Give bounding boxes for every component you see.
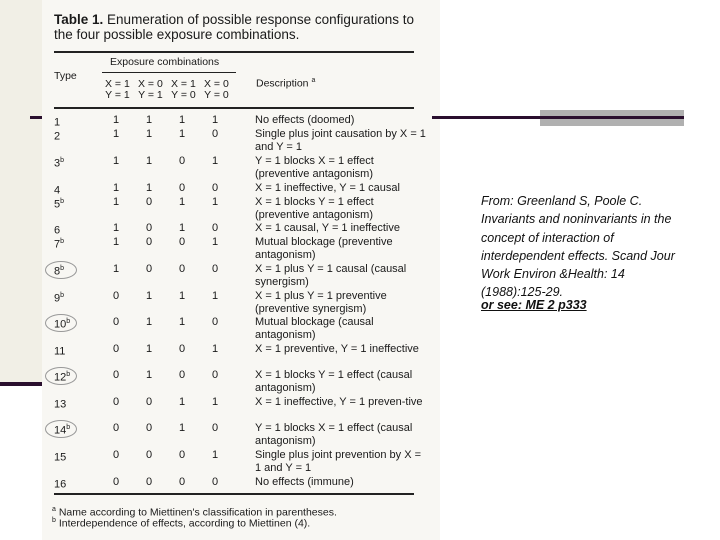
row-description: Single plus joint prevention by X = 1 and Y = 1 xyxy=(255,449,422,474)
row-value: 0 xyxy=(113,476,120,488)
row-value: 1 xyxy=(146,369,153,381)
row-value: 1 xyxy=(113,236,120,248)
row-value: 1 xyxy=(179,114,186,126)
row-value: 0 xyxy=(179,343,186,355)
header-description: Description $^a$ xyxy=(256,77,316,90)
row-value: 1 xyxy=(146,316,153,328)
row-value: 1 xyxy=(212,196,219,208)
row-value: 0 xyxy=(146,263,153,275)
footnote: $^a$ Name according to Miettinen's classification in parentheses. xyxy=(52,506,337,519)
row-value: 0 xyxy=(212,222,219,234)
row-description: X = 1 plus Y = 1 preventive (preventive synergism) xyxy=(255,290,387,315)
row-description: X = 1 ineffective, Y = 1 causal xyxy=(255,182,400,194)
row-value: 1 xyxy=(179,196,186,208)
row-value: 0 xyxy=(212,263,219,275)
row-value: 0 xyxy=(146,236,153,248)
header-group-rule xyxy=(102,72,236,73)
row-type: 16 xyxy=(54,478,67,491)
header-type: Type xyxy=(54,70,77,82)
row-value: 0 xyxy=(113,316,120,328)
row-value: 0 xyxy=(113,449,120,461)
row-type: 3$^b$ xyxy=(54,157,65,170)
row-type: 12$^b$ xyxy=(54,371,71,384)
row-type: 8$^b$ xyxy=(54,265,65,278)
row-value: 0 xyxy=(146,422,153,434)
row-value: 0 xyxy=(212,128,219,140)
row-description: X = 1 causal, Y = 1 ineffective xyxy=(255,222,400,234)
row-value: 1 xyxy=(146,155,153,167)
header-exposure-combinations: Exposure combinations xyxy=(110,56,220,68)
table-top-rule xyxy=(54,51,414,53)
row-value: 1 xyxy=(113,155,120,167)
row-type: 4 xyxy=(54,184,61,197)
row-value: 0 xyxy=(179,263,186,275)
row-value: 1 xyxy=(146,343,153,355)
row-description: X = 1 plus Y = 1 causal (causal synergism) xyxy=(255,263,407,288)
row-type: 13 xyxy=(54,398,67,411)
row-description: Single plus joint causation by X = 1 and Y = 1 xyxy=(255,128,426,153)
row-value: 0 xyxy=(179,476,186,488)
row-value: 1 xyxy=(113,196,120,208)
row-value: 0 xyxy=(113,369,120,381)
row-type: 1 xyxy=(54,116,61,129)
row-type: 6 xyxy=(54,224,61,237)
row-type: 2 xyxy=(54,130,61,143)
row-description: No effects (doomed) xyxy=(255,114,355,126)
row-value: 1 xyxy=(212,114,219,126)
divider-right xyxy=(432,116,684,119)
divider-left xyxy=(30,116,42,119)
row-type: 5$^b$ xyxy=(54,198,65,211)
scanned-table xyxy=(42,0,440,540)
row-value: 1 xyxy=(113,114,120,126)
row-value: 1 xyxy=(179,396,186,408)
row-value: 1 xyxy=(179,290,186,302)
row-value: 1 xyxy=(179,422,186,434)
table-header-rule xyxy=(54,107,414,109)
row-value: 1 xyxy=(113,263,120,275)
row-value: 1 xyxy=(146,290,153,302)
row-description: Y = 1 blocks X = 1 effect (causal antagonism) xyxy=(255,422,413,447)
row-value: 1 xyxy=(146,128,153,140)
row-value: 0 xyxy=(146,396,153,408)
row-value: 0 xyxy=(212,476,219,488)
row-value: 0 xyxy=(212,182,219,194)
row-type: 9$^b$ xyxy=(54,292,65,305)
row-value: 1 xyxy=(212,236,219,248)
row-value: 0 xyxy=(212,422,219,434)
row-type: 11 xyxy=(54,345,66,358)
row-description: Mutual blockage (causal antagonism) xyxy=(255,316,374,341)
row-value: 0 xyxy=(113,343,120,355)
row-description: X = 1 preventive, Y = 1 ineffective xyxy=(255,343,419,355)
side-panel-bar xyxy=(0,382,42,386)
row-value: 0 xyxy=(179,236,186,248)
row-value: 1 xyxy=(179,128,186,140)
row-value: 1 xyxy=(146,114,153,126)
row-value: 1 xyxy=(212,343,219,355)
table-bottom-rule xyxy=(54,493,414,495)
row-value: 1 xyxy=(113,182,120,194)
row-value: 0 xyxy=(146,476,153,488)
header-exposure-1: X = 1 Y = 1 xyxy=(105,78,130,101)
row-value: 1 xyxy=(113,128,120,140)
header-exposure-2: X = 0 Y = 1 xyxy=(138,78,163,101)
row-value: 0 xyxy=(179,182,186,194)
side-panel xyxy=(0,0,42,383)
row-value: 0 xyxy=(113,290,120,302)
row-description: Mutual blockage (preventive antagonism) xyxy=(255,236,393,261)
row-value: 0 xyxy=(179,449,186,461)
row-type: 7$^b$ xyxy=(54,238,65,251)
row-value: 1 xyxy=(179,316,186,328)
row-description: Y = 1 blocks X = 1 effect (preventive antagonism) xyxy=(255,155,374,180)
header-exposure-4: X = 0 Y = 0 xyxy=(204,78,229,101)
row-type: 14$^b$ xyxy=(54,424,71,437)
row-value: 1 xyxy=(212,155,219,167)
header-exposure-3: X = 1 Y = 0 xyxy=(171,78,196,101)
row-value: 1 xyxy=(179,222,186,234)
row-value: 0 xyxy=(146,449,153,461)
row-value: 0 xyxy=(146,222,153,234)
row-value: 1 xyxy=(146,182,153,194)
row-description: No effects (immune) xyxy=(255,476,354,488)
row-value: 0 xyxy=(113,422,120,434)
row-value: 1 xyxy=(212,290,219,302)
row-value: 0 xyxy=(113,396,120,408)
row-value: 0 xyxy=(179,155,186,167)
row-description: X = 1 blocks Y = 1 effect (causal antagonism) xyxy=(255,369,413,394)
row-type: 15 xyxy=(54,451,67,464)
row-description: X = 1 ineffective, Y = 1 preven-tive xyxy=(255,396,423,408)
row-value: 1 xyxy=(212,396,219,408)
row-type: 10$^b$ xyxy=(54,318,71,331)
row-description: X = 1 blocks Y = 1 effect (preventive antagonism) xyxy=(255,196,374,221)
citation-text: From: Greenland S, Poole C. Invariants and noninvariants in the concept of interaction of interdependent effects. Scand Jour Work Environ &Health: 14 (1988):125-29. xyxy=(481,194,675,300)
table-caption: Table 1. Enumeration of possible response configurations to the four possible exposure combinations. xyxy=(54,12,414,42)
row-value: 0 xyxy=(146,196,153,208)
footnote: $^b$ Interdependence of effects, according to Miettinen (4). xyxy=(52,517,311,530)
see-also-link[interactable]: or see: ME 2 p333 xyxy=(481,298,587,312)
row-value: 0 xyxy=(179,369,186,381)
row-value: 1 xyxy=(212,449,219,461)
row-value: 0 xyxy=(212,316,219,328)
row-value: 1 xyxy=(113,222,120,234)
row-value: 0 xyxy=(212,369,219,381)
